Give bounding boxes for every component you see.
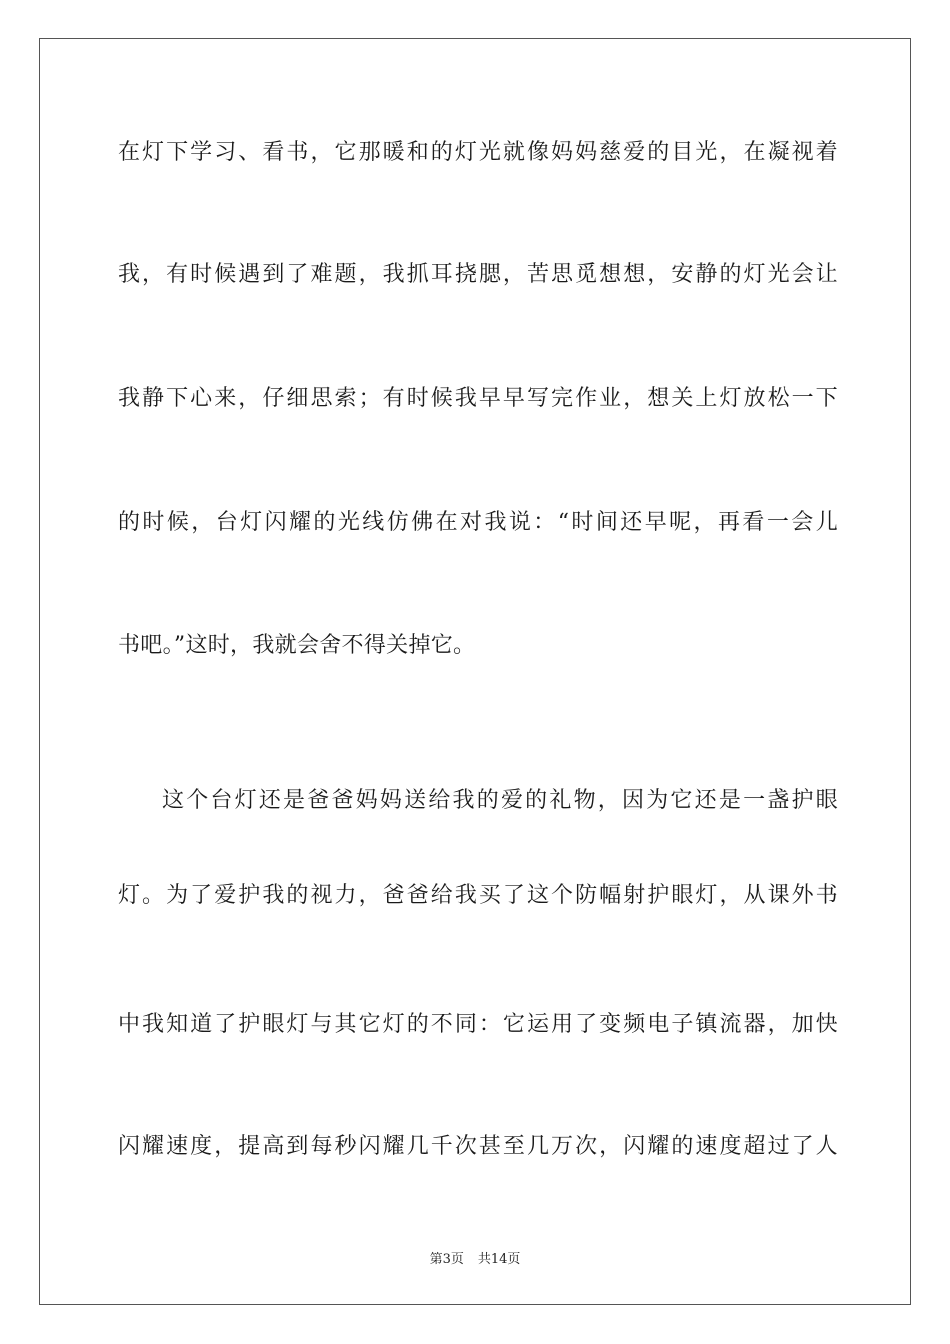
text-line-4: 的时候，台灯闪耀的光线仿佛在对我说：“时间还早呢，再看一会儿 [118,510,838,535]
text-line-7: 灯。为了爱护我的视力，爸爸给我买了这个防幅射护眼灯，从课外书 [118,883,838,908]
text-line-5: 书吧。”这时，我就会舍不得关掉它。 [118,633,476,658]
text-line-8: 中我知道了护眼灯与其它灯的不同：它运用了变频电子镇流器，加快 [118,1012,838,1037]
text-line-3: 我静下心来，仔细思索；有时候我早早写完作业，想关上灯放松一下 [118,386,838,411]
page-footer [0,1248,950,1267]
total-pages: 共14页 [477,1252,521,1267]
page-number: 第3页 [429,1252,464,1267]
text-line-9: 闪耀速度，提高到每秒闪耀几千次甚至几万次，闪耀的速度超过了人 [118,1134,838,1159]
text-line-1: 在灯下学习、看书，它那暖和的灯光就像妈妈慈爱的目光，在凝视着 [118,140,838,165]
page-border [39,38,911,1305]
text-line-6: 这个台灯还是爸爸妈妈送给我的爱的礼物，因为它还是一盏护眼 [162,788,838,813]
text-line-2: 我，有时候遇到了难题，我抓耳挠腮，苦思觅想想，安静的灯光会让 [118,262,838,287]
